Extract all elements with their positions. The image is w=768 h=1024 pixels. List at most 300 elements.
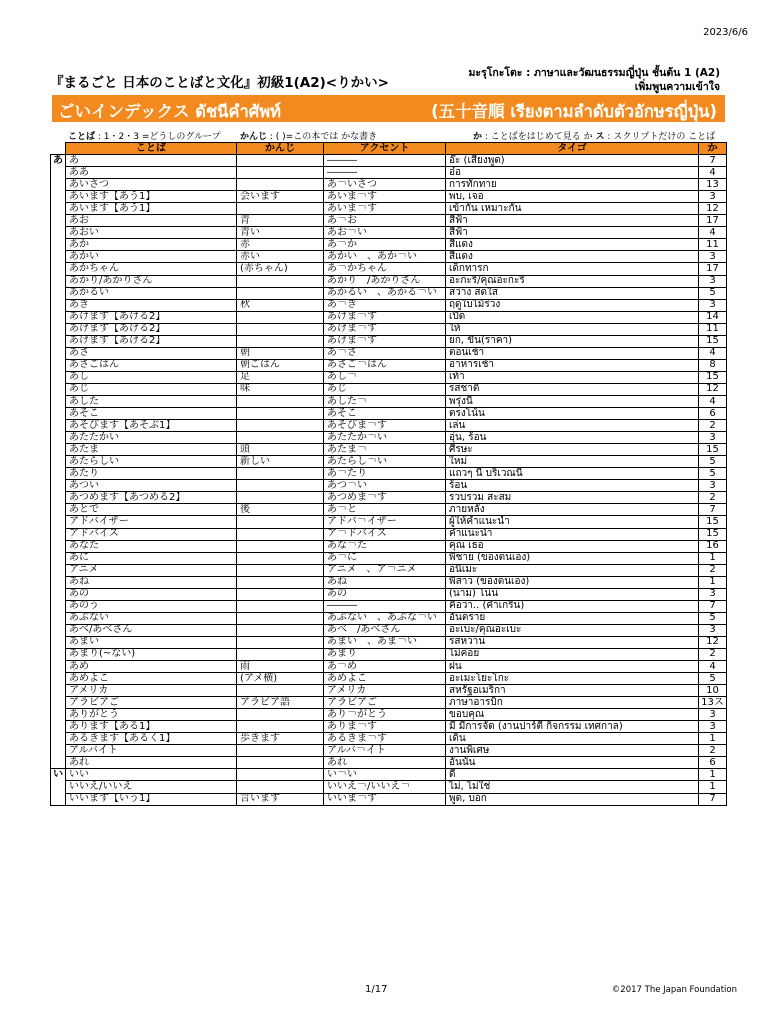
- cell-ka: 2: [699, 648, 727, 660]
- cell-ka: 12: [699, 383, 727, 395]
- table-row: [51, 239, 727, 251]
- cell-accent: あれ￣: [324, 757, 446, 769]
- index-banner: [52, 95, 725, 122]
- cell-kanji: [237, 323, 324, 335]
- cell-kanji: 朝: [237, 347, 324, 359]
- table-row: [51, 624, 727, 636]
- cell-ka: 12: [699, 203, 727, 215]
- cell-accent: あるきま￢す: [324, 733, 446, 745]
- table-body: [51, 155, 727, 806]
- cell-kanji: 青: [237, 215, 324, 227]
- cell-accent: ありま￢す: [324, 721, 446, 733]
- cell-taigo: (นาม) โน่น: [446, 588, 699, 600]
- cell-accent: アルバ￢イト: [324, 745, 446, 757]
- cell-kotoba: あたり: [66, 468, 237, 480]
- cell-kanji: [237, 155, 324, 167]
- cell-taigo: ฝน: [446, 661, 699, 673]
- legend-su-text: : スクリプトだけの ことば: [607, 132, 716, 142]
- cell-kanji: [237, 432, 324, 444]
- table-row: [51, 323, 727, 335]
- group-label: [51, 371, 66, 383]
- cell-accent: あ￢かちゃん: [324, 263, 446, 275]
- cell-ka: 7: [699, 504, 727, 516]
- table-row: [51, 757, 727, 769]
- cell-accent: あそこ￣: [324, 408, 446, 420]
- cell-ka: 1: [699, 576, 727, 588]
- cell-accent: あじ￣: [324, 383, 446, 395]
- table-row: [51, 275, 727, 287]
- page-number: 1/17: [365, 984, 388, 995]
- cell-kotoba: あじ: [66, 383, 237, 395]
- table-row: [51, 697, 727, 709]
- cell-kotoba: あそこ: [66, 408, 237, 420]
- cell-ka: 12: [699, 636, 727, 648]
- cell-kotoba: あたま: [66, 444, 237, 456]
- cell-taigo: อะกะริ/คุณอะกะริ: [446, 275, 699, 287]
- table-row: [51, 612, 727, 624]
- cell-accent: あかり￣/あかりさん: [324, 275, 446, 287]
- group-label: [51, 648, 66, 660]
- table-row: [51, 456, 727, 468]
- cell-taigo: ดี: [446, 769, 699, 781]
- table-row: [51, 251, 727, 263]
- legend-kanji-text: : ( )=この本では かな書き: [269, 132, 378, 142]
- cell-accent: あいま￢す: [324, 203, 446, 215]
- cell-kanji: 歩きます: [237, 733, 324, 745]
- table-row: [51, 540, 727, 552]
- cell-ka: 7: [699, 793, 727, 805]
- cell-ka: 3: [699, 588, 727, 600]
- cell-accent: あね￣: [324, 576, 446, 588]
- group-label: [51, 612, 66, 624]
- cell-ka: 1: [699, 552, 727, 564]
- cell-accent: あな￢た: [324, 540, 446, 552]
- group-label: [51, 709, 66, 721]
- group-label: [51, 745, 66, 757]
- legend-ka: [473, 129, 715, 142]
- table-row: [51, 263, 727, 275]
- document-title-japanese: 『まるごと 日本のことばと文化』初級1(A2)<りかい>: [50, 75, 389, 91]
- cell-taigo: อันนั้น: [446, 757, 699, 769]
- cell-kotoba: あし: [66, 371, 237, 383]
- table-row: [51, 203, 727, 215]
- table-row: [51, 395, 727, 407]
- cell-taigo: ร้อน: [446, 480, 699, 492]
- legend-ka-text: : ことばをはじめて見る か: [484, 132, 593, 142]
- cell-ka: 3: [699, 721, 727, 733]
- cell-accent: あ￢いさつ: [324, 179, 446, 191]
- cell-ka: 15: [699, 371, 727, 383]
- cell-kanji: [237, 745, 324, 757]
- cell-accent: アニメ￣、ア￢ニメ: [324, 564, 446, 576]
- cell-ka: 15: [699, 528, 727, 540]
- cell-ka: 3: [699, 432, 727, 444]
- cell-accent: あ￢お: [324, 215, 446, 227]
- cell-accent: アラビアご￣: [324, 697, 446, 709]
- cell-ka: 4: [699, 347, 727, 359]
- header-taigo: タイゴ: [446, 143, 699, 155]
- cell-kotoba: アニメ: [66, 564, 237, 576]
- cell-kotoba: あげます【あげる2】: [66, 335, 237, 347]
- cell-kanji: [237, 395, 324, 407]
- group-label: [51, 624, 66, 636]
- group-label: [51, 757, 66, 769]
- group-label: [51, 480, 66, 492]
- cell-kanji: [237, 203, 324, 215]
- cell-ka: 16: [699, 540, 727, 552]
- cell-ka: 1: [699, 733, 727, 745]
- cell-kotoba: ああ: [66, 167, 237, 179]
- table-row: [51, 299, 727, 311]
- table-row: [51, 528, 727, 540]
- cell-kanji: 雨: [237, 661, 324, 673]
- cell-kanji: [237, 167, 324, 179]
- table-row: [51, 359, 727, 371]
- cell-ka: 17: [699, 215, 727, 227]
- cell-accent: あまり￣: [324, 648, 446, 660]
- cell-taigo: ไม่ค่อย: [446, 648, 699, 660]
- cell-ka: 10: [699, 685, 727, 697]
- cell-kotoba: あか: [66, 239, 237, 251]
- cell-ka: 3: [699, 299, 727, 311]
- cell-taigo: อาหารเช้า: [446, 359, 699, 371]
- table-row: [51, 215, 727, 227]
- cell-ka: 8: [699, 359, 727, 371]
- cell-kotoba: あげます【あげる2】: [66, 323, 237, 335]
- cell-taigo: สว่าง สดใส: [446, 287, 699, 299]
- cell-accent: い￢い: [324, 769, 446, 781]
- cell-kotoba: あかい: [66, 251, 237, 263]
- table-row: [51, 480, 727, 492]
- cell-accent: あかるい￣、あかる￢い: [324, 287, 446, 299]
- cell-kanji: [237, 757, 324, 769]
- copyright: ©2017 The Japan Foundation: [611, 985, 737, 995]
- group-label: [51, 685, 66, 697]
- cell-taigo: คุณ เธอ: [446, 540, 699, 552]
- cell-accent: あたらし￢い: [324, 456, 446, 468]
- cell-taigo: มี มีการจัด (งานปาร์ตี้ กิจกรรม เทศกาล): [446, 721, 699, 733]
- cell-accent: あけま￢す: [324, 311, 446, 323]
- legend-su-label: ス: [595, 132, 605, 142]
- group-label: [51, 576, 66, 588]
- cell-accent: あいま￢す: [324, 191, 446, 203]
- cell-kotoba: あたらしい: [66, 456, 237, 468]
- cell-kanji: [237, 612, 324, 624]
- cell-kotoba: あおい: [66, 227, 237, 239]
- cell-kanji: アラビア語: [237, 697, 324, 709]
- cell-taigo: พรุ่งนี้: [446, 395, 699, 407]
- thai-title-line-1: มะรุโกะโตะ : ภาษาและวัฒนธรรมญี่ปุ่น ชั้นต้น 1 (A2): [468, 67, 720, 79]
- cell-ka: 3: [699, 709, 727, 721]
- cell-accent: あ￢め: [324, 661, 446, 673]
- cell-kotoba: ありがとう: [66, 709, 237, 721]
- cell-kotoba: あぶない: [66, 612, 237, 624]
- table-row: [51, 685, 727, 697]
- cell-taigo: พี่สาว (ของตนเอง): [446, 576, 699, 588]
- cell-ka: 4: [699, 661, 727, 673]
- table-row: [51, 167, 727, 179]
- cell-ka: 11: [699, 239, 727, 251]
- cell-kotoba: あいさつ: [66, 179, 237, 191]
- cell-taigo: สีแดง: [446, 251, 699, 263]
- cell-kotoba: あかちゃん: [66, 263, 237, 275]
- cell-kanji: [237, 709, 324, 721]
- cell-kotoba: あした: [66, 395, 237, 407]
- vocabulary-index-table: [50, 142, 727, 806]
- cell-accent: あお￢い: [324, 227, 446, 239]
- group-label: [51, 347, 66, 359]
- cell-kanji: [237, 769, 324, 781]
- group-label: [51, 781, 66, 793]
- cell-accent: あぶない￣、あぶな￢い: [324, 612, 446, 624]
- cell-accent: あべ￣/あべさん: [324, 624, 446, 636]
- cell-taigo: ขอบคุณ: [446, 709, 699, 721]
- group-label: [51, 721, 66, 733]
- table-row: [51, 576, 727, 588]
- table-row: [51, 673, 727, 685]
- table-row: [51, 733, 727, 745]
- group-label: [51, 661, 66, 673]
- document-date: 2023/6/6: [703, 27, 748, 38]
- group-label: [51, 697, 66, 709]
- cell-kotoba: あかり/あかりさん: [66, 275, 237, 287]
- group-label: [51, 588, 66, 600]
- table-row: [51, 661, 727, 673]
- group-label: [51, 733, 66, 745]
- cell-kotoba: あそびます【あそぶ1】: [66, 420, 237, 432]
- cell-taigo: เปิด: [446, 311, 699, 323]
- table-row: [51, 383, 727, 395]
- cell-ka: 7: [699, 155, 727, 167]
- cell-taigo: แถวๆ นี้ บริเวณนี้: [446, 468, 699, 480]
- cell-kanji: 秋: [237, 299, 324, 311]
- cell-kotoba: いいます【いう1】: [66, 793, 237, 805]
- table-row: [51, 564, 727, 576]
- table-row: [51, 793, 727, 805]
- cell-kanji: 赤い: [237, 251, 324, 263]
- cell-ka: 7: [699, 600, 727, 612]
- cell-kanji: (アメ横): [237, 673, 324, 685]
- group-label: [51, 203, 66, 215]
- cell-taigo: สหรัฐอเมริกา: [446, 685, 699, 697]
- cell-kanji: [237, 468, 324, 480]
- table-row: [51, 600, 727, 612]
- cell-kotoba: あめ: [66, 661, 237, 673]
- cell-kanji: [237, 311, 324, 323]
- cell-kanji: [237, 528, 324, 540]
- group-label: い: [51, 769, 66, 781]
- table-row: [51, 179, 727, 191]
- cell-kanji: 頭: [237, 444, 324, 456]
- cell-accent: あたたか￢い: [324, 432, 446, 444]
- cell-ka: 17: [699, 263, 727, 275]
- table-row: [51, 371, 727, 383]
- cell-ka: 5: [699, 456, 727, 468]
- cell-kanji: [237, 540, 324, 552]
- cell-taigo: เด็กทารก: [446, 263, 699, 275]
- cell-taigo: ภายหลัง: [446, 504, 699, 516]
- cell-taigo: อันตราย: [446, 612, 699, 624]
- cell-ka: 2: [699, 492, 727, 504]
- cell-taigo: เท้า: [446, 371, 699, 383]
- cell-taigo: อุ่น, ร้อน: [446, 432, 699, 444]
- cell-ka: 3: [699, 251, 727, 263]
- cell-taigo: พูด, บอก: [446, 793, 699, 805]
- cell-taigo: ให้: [446, 323, 699, 335]
- table-row: [51, 335, 727, 347]
- cell-kanji: [237, 781, 324, 793]
- table-row: [51, 636, 727, 648]
- cell-accent: あした￢: [324, 395, 446, 407]
- cell-kanji: [237, 685, 324, 697]
- cell-ka: 15: [699, 335, 727, 347]
- group-label: [51, 636, 66, 648]
- cell-accent: あめよこ￣: [324, 673, 446, 685]
- cell-kanji: 言います: [237, 793, 324, 805]
- cell-taigo: ภาษาอารบิก: [446, 697, 699, 709]
- table-row: [51, 721, 727, 733]
- cell-kanji: 後: [237, 504, 324, 516]
- cell-accent: あまい￣、あま￢い: [324, 636, 446, 648]
- cell-ka: 3: [699, 191, 727, 203]
- cell-kanji: [237, 287, 324, 299]
- cell-kotoba: あるきます【あるく1】: [66, 733, 237, 745]
- table-header-row: [51, 143, 727, 155]
- cell-accent: あたま￢: [324, 444, 446, 456]
- table-row: [51, 781, 727, 793]
- group-label: [51, 167, 66, 179]
- cell-taigo: ตรงโน้น: [446, 408, 699, 420]
- cell-ka: 15: [699, 516, 727, 528]
- document-title-thai: [469, 66, 720, 94]
- cell-taigo: พี่ชาย (ของตนเอง): [446, 552, 699, 564]
- cell-kotoba: あつめます【あつめる2】: [66, 492, 237, 504]
- cell-kanji: [237, 648, 324, 660]
- cell-accent: あ￢さ: [324, 347, 446, 359]
- cell-kotoba: あまり(~ない): [66, 648, 237, 660]
- cell-accent: あつめま￢す: [324, 492, 446, 504]
- group-label: [51, 335, 66, 347]
- legend-kotoba-label: ことば: [68, 132, 96, 142]
- table-row: [51, 745, 727, 757]
- thai-title-line-2: เพิ่มพูนความเข้าใจ: [634, 81, 720, 93]
- cell-ka: 15: [699, 444, 727, 456]
- group-label: [51, 239, 66, 251]
- cell-accent: あげま￢す: [324, 335, 446, 347]
- group-label: [51, 359, 66, 371]
- group-label: [51, 179, 66, 191]
- table-row: [51, 420, 727, 432]
- cell-kotoba: あとで: [66, 504, 237, 516]
- cell-accent: あし￢: [324, 371, 446, 383]
- group-label: [51, 432, 66, 444]
- cell-kotoba: あかるい: [66, 287, 237, 299]
- cell-taigo: เล่น: [446, 420, 699, 432]
- group-label: [51, 456, 66, 468]
- cell-ka: 4: [699, 167, 727, 179]
- group-label: [51, 516, 66, 528]
- cell-taigo: งานพิเศษ: [446, 745, 699, 757]
- group-label: [51, 275, 66, 287]
- cell-kanji: [237, 516, 324, 528]
- cell-ka: 4: [699, 227, 727, 239]
- cell-taigo: ศีรษะ: [446, 444, 699, 456]
- legend-kotoba: [68, 129, 221, 142]
- cell-kanji: [237, 588, 324, 600]
- cell-accent: あそびま￢す: [324, 420, 446, 432]
- cell-accent: あ￢か: [324, 239, 446, 251]
- cell-ka: 5: [699, 468, 727, 480]
- cell-kotoba: あなた: [66, 540, 237, 552]
- table-row: [51, 769, 727, 781]
- cell-taigo: ฤดูใบไม้ร่วง: [446, 299, 699, 311]
- group-label: [51, 263, 66, 275]
- group-label: [51, 793, 66, 805]
- group-label: [51, 504, 66, 516]
- group-label: [51, 564, 66, 576]
- cell-kanji: [237, 275, 324, 287]
- cell-taigo: อนิเมะ: [446, 564, 699, 576]
- cell-kotoba: あたたかい: [66, 432, 237, 444]
- group-label: [51, 468, 66, 480]
- cell-ka: 14: [699, 311, 727, 323]
- table-row: [51, 504, 727, 516]
- cell-kanji: [237, 492, 324, 504]
- group-label: [51, 311, 66, 323]
- group-label: [51, 251, 66, 263]
- cell-ka: 3: [699, 624, 727, 636]
- cell-kotoba: あ: [66, 155, 237, 167]
- group-label: [51, 227, 66, 239]
- banner-subtitle: (五十音順 เรียงตามลำดับตัวอักษรญี่ปุ่น): [431, 102, 717, 121]
- cell-kanji: [237, 564, 324, 576]
- cell-kanji: [237, 335, 324, 347]
- cell-accent: あ￢に: [324, 552, 446, 564]
- cell-ka: 3: [699, 480, 727, 492]
- header-ka: か: [699, 143, 727, 155]
- cell-kanji: 会います: [237, 191, 324, 203]
- cell-taigo: ตอนเช้า: [446, 347, 699, 359]
- cell-kotoba: あります【ある1】: [66, 721, 237, 733]
- cell-kotoba: あめよこ: [66, 673, 237, 685]
- cell-taigo: รสหวาน: [446, 636, 699, 648]
- table-row: [51, 432, 727, 444]
- cell-accent: ―――: [324, 600, 446, 612]
- group-label: [51, 383, 66, 395]
- cell-kotoba: あに: [66, 552, 237, 564]
- header-accent: アクセント: [324, 143, 446, 155]
- cell-kotoba: いいえ/いいえ: [66, 781, 237, 793]
- legend-kanji: [240, 129, 377, 142]
- group-label: [51, 600, 66, 612]
- cell-ka: 1: [699, 769, 727, 781]
- group-label: [51, 191, 66, 203]
- table-row: [51, 492, 727, 504]
- group-label: [51, 528, 66, 540]
- cell-kotoba: あまい: [66, 636, 237, 648]
- cell-accent: あり￢がとう: [324, 709, 446, 721]
- cell-kotoba: あれ: [66, 757, 237, 769]
- cell-accent: あ￢き: [324, 299, 446, 311]
- group-label: [51, 444, 66, 456]
- cell-kanji: 味: [237, 383, 324, 395]
- cell-kotoba: アラビアご: [66, 697, 237, 709]
- cell-kanji: 青い: [237, 227, 324, 239]
- cell-taigo: ไม่, ไม่ใช่: [446, 781, 699, 793]
- group-label: あ: [51, 155, 66, 167]
- cell-kotoba: あのう: [66, 600, 237, 612]
- table-row: [51, 227, 727, 239]
